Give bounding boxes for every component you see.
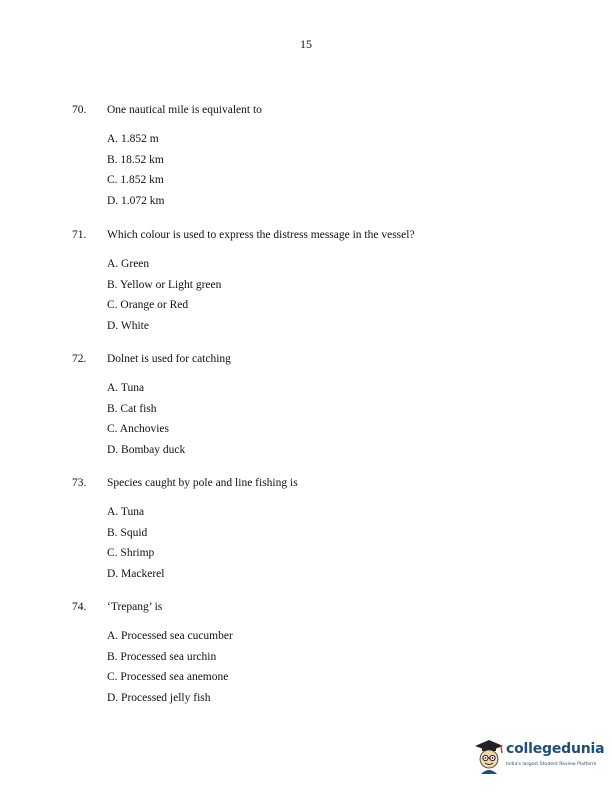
question-text: Species caught by pole and line fishing is [107,477,298,489]
option-b: B. Yellow or Light green [107,278,222,291]
option-list [72,628,552,711]
option-a: A. Processed sea cucumber [107,630,233,642]
option-c: C. Processed sea anemone [107,671,229,684]
question-70 [72,104,552,214]
question-number: 73. [72,477,87,489]
option-list [72,380,552,463]
option-b: B. Cat fish [107,402,157,415]
student-mascot-icon [472,737,506,775]
option-c: C. 1.852 km [107,174,164,187]
option-c: C. Orange or Red [107,299,189,312]
question-text: ‘Trepang’ is [107,601,163,613]
option-d: D. 1.072 km [107,195,165,208]
option-list [72,504,552,587]
question-text: Which colour is used to express the distress message in the vessel? [107,229,415,241]
question-text: Dolnet is used for catching [107,353,231,365]
question-text: One nautical mile is equivalent to [107,104,262,116]
question-73 [72,477,552,587]
question-72 [72,353,552,463]
question-number: 72. [72,353,87,365]
page-number: 15 [300,37,312,51]
question-number: 74. [72,601,87,613]
option-a: A. Tuna [107,506,145,518]
option-a: A. Green [107,258,150,270]
option-d: D. Mackerel [107,568,165,581]
option-a: A. 1.852 m [107,133,159,145]
collegedunia-logo[interactable] [472,737,605,777]
option-a: A. Tuna [107,382,145,394]
logo-brand-text: collegedunia [506,741,605,757]
option-list [72,256,552,339]
option-d: D. Bombay duck [107,444,186,457]
option-c: C. Anchovies [107,423,169,436]
option-list [72,131,552,214]
option-b: B. Squid [107,526,148,539]
question-number: 71. [72,229,87,241]
question-number: 70. [72,104,87,116]
option-d: D. Processed jelly fish [107,692,211,705]
option-c: C. Shrimp [107,547,155,560]
logo-tagline: India's largest Student Review Platform [506,762,597,767]
option-b: B. Processed sea urchin [107,650,217,663]
option-d: D. White [107,320,149,333]
question-74 [72,601,552,711]
option-b: B. 18.52 km [107,153,164,166]
question-71 [72,229,552,339]
